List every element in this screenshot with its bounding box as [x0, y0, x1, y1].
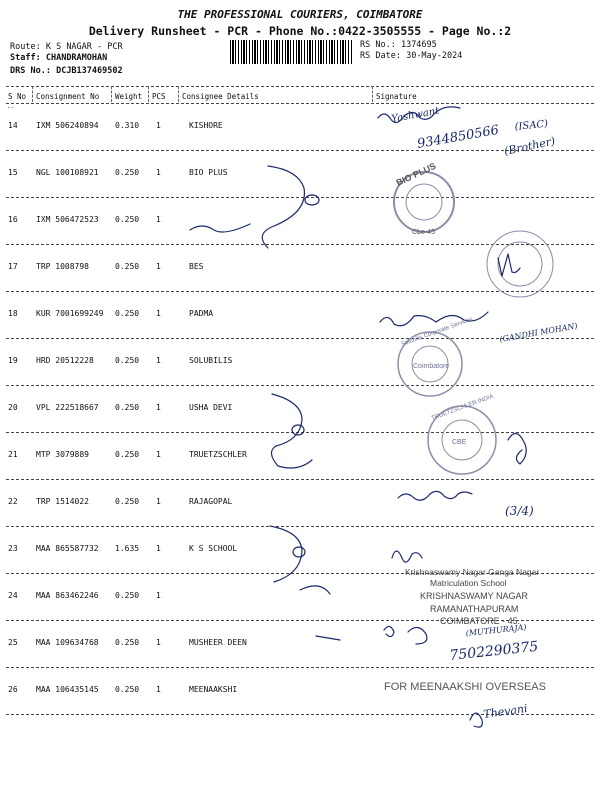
cell-sno: 21 [8, 450, 18, 459]
cell-consignment: IXM 506240894 [36, 121, 99, 130]
staff-label: Staff: [10, 53, 41, 63]
cell-pcs: 1 [156, 591, 161, 600]
dash-marker: -- [7, 104, 15, 111]
cell-pcs: 1 [156, 544, 161, 553]
truetzschler-city: CBE [452, 439, 467, 446]
cell-weight: 0.250 [115, 638, 140, 647]
col-consignment: Consignment No [36, 92, 100, 101]
cell-consignment: HRD 20512228 [36, 356, 94, 365]
row25-note: (MUTHURAJA) [465, 622, 527, 638]
cell-consignment: MAA 109634768 [36, 638, 99, 647]
cell-weight: 0.250 [115, 497, 140, 506]
cell-consignee: K S SCHOOL [189, 544, 238, 553]
row14-name: Yashwant [390, 105, 441, 125]
solubilis-top: Solubilis Corporate Services [400, 316, 474, 348]
cell-consignee: USHA DEVI [189, 403, 233, 412]
cell-pcs: 1 [156, 685, 161, 694]
row25-phone: 7502290375 [448, 638, 540, 664]
signature-scribble [470, 713, 482, 727]
cell-consignee: SOLUBILIS [189, 356, 233, 365]
rs-no-value: 1374695 [400, 40, 437, 50]
signature-scribble [270, 526, 330, 594]
cell-weight: 0.250 [115, 685, 140, 694]
cell-consignment: NGL 100108921 [36, 168, 99, 177]
cell-consignment: TRP 1514022 [36, 497, 89, 506]
cell-consignment: MAA 863462246 [36, 591, 99, 600]
cell-consignee: RAJAGOPAL [189, 497, 233, 506]
cell-consignee: PADMA [189, 309, 214, 318]
school-line4: RAMANATHAPURAM [430, 604, 519, 614]
school-line2: Matriculation School [430, 578, 507, 588]
cell-sno: 19 [8, 356, 18, 365]
cell-sno: 26 [8, 685, 18, 694]
cell-sno: 15 [8, 168, 18, 177]
truetzschler-name: TRUETZSCHLER INDIA [430, 393, 495, 422]
cell-sno: 23 [8, 544, 18, 553]
bioplus-top: BIO PLUS [394, 160, 438, 188]
cell-pcs: 1 [156, 497, 161, 506]
bioplus-seal-inner [406, 184, 442, 220]
cell-consignee: BIO PLUS [189, 168, 228, 177]
cell-weight: 0.250 [115, 356, 140, 365]
cell-weight: 0.250 [115, 591, 140, 600]
bioplus-bottom: Cbe-45 [412, 229, 435, 236]
cell-consignment: MTP 3079889 [36, 450, 89, 459]
col-pcs: PCS [152, 92, 166, 101]
cell-pcs: 1 [156, 403, 161, 412]
cell-weight: 0.250 [115, 168, 140, 177]
cell-weight: 0.250 [115, 215, 140, 224]
row14-phone: 9344850566 [416, 122, 501, 152]
cell-consignee: MUSHEER DEEN [189, 638, 247, 647]
cell-consignment: TRP 1008798 [36, 262, 89, 271]
cell-consignment: IXM 506472523 [36, 215, 99, 224]
cell-consignment: KUR 7001699249 [36, 309, 104, 318]
cell-sno: 14 [8, 121, 18, 130]
school-line3: KRISHNASWAMY NAGAR [420, 591, 529, 601]
runsheet-subtitle: Delivery Runsheet - PCR - Phone No.:0422-3505555 - Page No.:2 [88, 24, 512, 38]
cell-pcs: 1 [156, 215, 161, 224]
cell-consignment: MAA 106435145 [36, 685, 99, 694]
row18-note: (GANDHI MOHAN) [498, 321, 579, 344]
cell-sno: 24 [8, 591, 18, 600]
col-weight: Weight [115, 92, 143, 101]
cell-consignment: MAA 865587732 [36, 544, 99, 553]
cell-consignment: VPL 222518667 [36, 403, 99, 412]
cell-consignee: BES [189, 262, 204, 271]
row22-note: (3/4) [505, 504, 534, 518]
signature-scribble [271, 394, 312, 468]
signature-scribble [498, 254, 520, 276]
col-consignee: Consignee Details [182, 92, 259, 101]
cell-pcs: 1 [156, 450, 161, 459]
faint-stamp-inner [498, 242, 542, 286]
cell-weight: 0.310 [115, 121, 140, 130]
row14-note1: (ISAC) [514, 118, 549, 133]
drs-label: DRS No.: [10, 66, 51, 76]
row14-note2: (Brother) [502, 134, 557, 158]
cell-weight: 0.250 [115, 262, 140, 271]
cell-consignee: KISHORE [189, 121, 223, 130]
col-signature: Signature [376, 92, 417, 101]
cell-sno: 16 [8, 215, 18, 224]
rs-date-value: 30-May-2024 [406, 51, 463, 61]
cell-pcs: 1 [156, 262, 161, 271]
signature-scribble [392, 551, 422, 562]
company-title: THE PROFESSIONAL COURIERS, COIMBATORE [177, 8, 423, 21]
drs-value: DCJB137469502 [56, 66, 123, 76]
row26-sign: Thevani [482, 701, 529, 721]
signature-scribble [398, 491, 472, 500]
route-value: K S NAGAR - PCR [45, 42, 123, 52]
rs-date-label: RS Date: [360, 51, 401, 61]
cell-pcs: 1 [156, 309, 161, 318]
school-line5: COIMBATORE - 45. [440, 616, 521, 626]
signature-scribble [316, 626, 427, 644]
cell-pcs: 1 [156, 356, 161, 365]
school-line1: Krishnaswamy Nagar Ganga Nagar [405, 567, 540, 577]
cell-weight: 1.635 [115, 544, 140, 553]
cell-sno: 22 [8, 497, 18, 506]
cell-weight: 0.250 [115, 450, 140, 459]
route-label: Route: [10, 42, 41, 52]
cell-sno: 17 [8, 262, 18, 271]
cell-weight: 0.250 [115, 403, 140, 412]
cell-pcs: 1 [156, 121, 161, 130]
cell-weight: 0.250 [115, 309, 140, 318]
signature-scribble [190, 166, 319, 248]
cell-sno: 18 [8, 309, 18, 318]
staff-value: CHANDRAMOHAN [45, 53, 108, 63]
cell-pcs: 1 [156, 638, 161, 647]
cell-consignee: TRUETZSCHLER [189, 450, 247, 459]
cell-consignee: MEENAAKSHI [189, 685, 238, 694]
cell-sno: 20 [8, 403, 18, 412]
cell-sno: 25 [8, 638, 18, 647]
cell-pcs: 1 [156, 168, 161, 177]
rs-no-label: RS No.: [360, 40, 396, 50]
faint-stamp [487, 231, 553, 297]
col-sno: S No [8, 92, 27, 101]
meenaakshi-stamp: FOR MEENAAKSHI OVERSEAS [384, 681, 546, 693]
solubilis-city: Coimbatore [413, 363, 450, 370]
signature-scribble [508, 433, 526, 464]
